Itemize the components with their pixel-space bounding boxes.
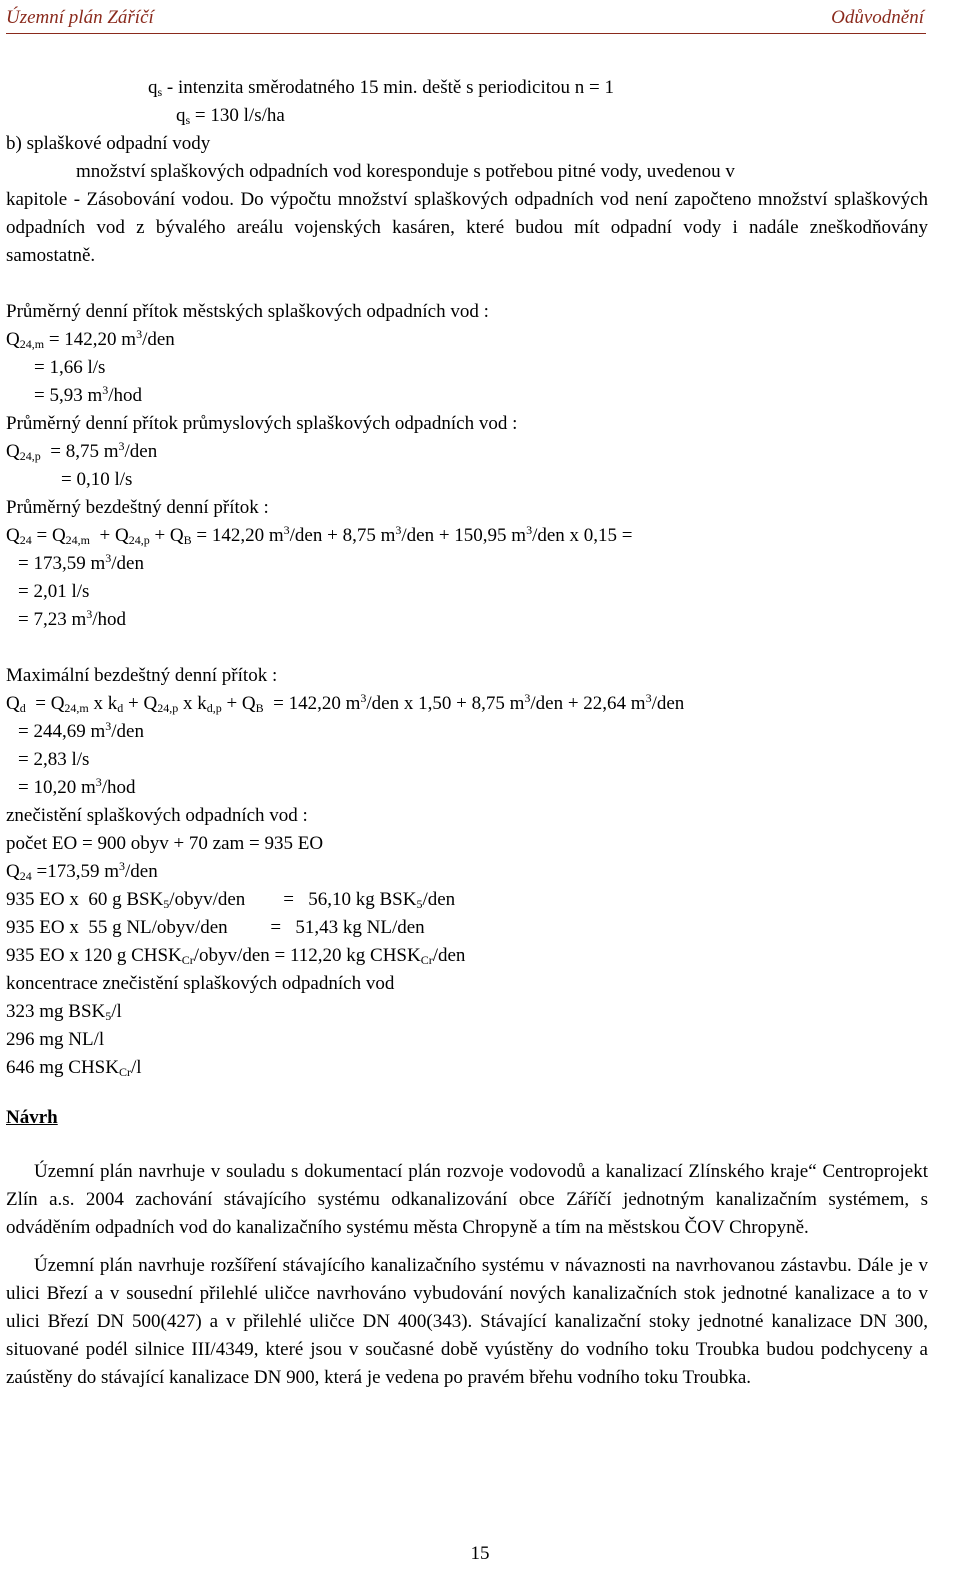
header-rule xyxy=(6,33,926,34)
eo-count: počet EO = 900 obyv + 70 zam = 935 EO xyxy=(6,833,324,854)
concentration-title: koncentrace znečistění splaškových odpadních vod xyxy=(6,973,395,994)
q24p-line-1: $Q_{24,p} = 8,75$ $m^3$/den xyxy=(6,439,158,463)
qd-result-3: = 10,20 $m^3$/hod xyxy=(18,775,136,798)
document-body xyxy=(6,74,928,1392)
bsk-line: 935 EO x 60 g $BSK_5/obyv$/den = 56,10 kg $BSK_5$/den xyxy=(6,889,456,911)
avg-industrial-inflow-title: Průměrný denní přítok průmyslových splaškových odpadních vod : xyxy=(6,413,518,434)
wastewater-paragraph: kapitole - Zásobování vodou. Do výpočtu množství splaškových odpadních vod není započteno množství splaškových odpadních vod z bývalého areálu vojenských kasáren, které budou mít odpadní vody i nadále zneškodňovány samostatně. xyxy=(6,189,928,266)
q24p-line-2: = 0,10 l/s xyxy=(61,469,133,490)
nl-line: 935 EO x 55 g NL/obyv/den = 51,43 kg NL/den xyxy=(6,917,425,938)
conc-bsk: 323 mg $BSK_5/l$ xyxy=(6,1001,122,1023)
q24-result-3: = 7,23 $m^3$/hod xyxy=(18,607,127,630)
chsk-line: 935 EO x 120 g $CHSK_{Cr}/obyv$/den = 112,20 kg $CHSK_{Cr}$/den xyxy=(6,945,466,967)
q24m-line-3: = 5,93 $m^3$/hod xyxy=(34,383,143,406)
qd-result-1: = 244,69 $m^3$/den xyxy=(18,719,144,742)
proposal-paragraph-2: Územní plán navrhuje rozšíření stávajícího kanalizačního systému v návaznosti na navrhovanou zástavbu. Dále je v ulici Březí a v sousední přilehlé uličce navrhováno vybudování nových kanalizačních stok jednotné kanalizace a to v ulici Březí DN 500(427) a v přilehlé uličce DN 400(343). Stávající kanalizační stoky jednotné kanalizace DN 300, situované podél silnice III/4349, které jsou v současné době vyústěny do vodního toku Troubka budou podchyceny a zaústěny do stávající kanalizace DN 900, která je vedena po pravém břehu vodního toku Troubka. xyxy=(6,1255,928,1388)
section-heading-navrh: Návrh xyxy=(6,1107,58,1128)
q24-result-1: = 173,59 $m^3$/den xyxy=(18,551,144,574)
pollution-title: znečistění splaškových odpadních vod : xyxy=(6,805,308,826)
qd-equation: $Q_d = Q_{24,m}$ x $k_d + Q_{24,p}$ x $k_{d,p} + Q_B = 142,20$ $m^3$/den x 1,50 + 8,75 $m^3$/den + 22,64 $m^3$/den xyxy=(6,691,685,715)
q24m-line-2: = 1,66 l/s xyxy=(34,357,106,378)
qd-result-2: = 2,83 l/s xyxy=(18,749,90,770)
page-number: 15 xyxy=(470,1543,490,1564)
header-left-title: Územní plán Záříčí xyxy=(6,7,154,28)
qs-value: $q_s = 130$ l/s/ha xyxy=(176,105,285,127)
q24-short: $Q_{24} =173,59$ $m^3$/den xyxy=(6,859,158,883)
conc-nl: 296 mg NL/l xyxy=(6,1029,105,1050)
conc-chsk: 646 mg $CHSK_{Cr}/l$ xyxy=(6,1057,142,1079)
max-dry-inflow-title: Maximální bezdeštný denní přítok : xyxy=(6,665,278,686)
avg-city-inflow-title: Průměrný denní přítok městských splaškových odpadních vod : xyxy=(6,301,489,322)
qs-definition: $q_s$ - intenzita směrodatného 15 min. deště s periodicitou n = 1 xyxy=(148,77,615,99)
q24-result-2: = 2,01 l/s xyxy=(18,581,90,602)
paragraph-line: množství splaškových odpadních vod koresponduje s potřebou pitné vody, uvedenou v xyxy=(76,161,735,182)
avg-dry-inflow-title: Průměrný bezdeštný denní přítok : xyxy=(6,497,269,518)
q24-equation: $Q_{24} = Q_{24,m} + Q_{24,p} + Q_B = 142,20$ $m^3$/den + 8,75 $m^3$/den + 150,95 $m^3$/den x 0,15 = xyxy=(6,523,633,547)
q24m-line-1: $Q_{24,m} = 142,20$ $m^3$/den xyxy=(6,327,175,351)
header-right-title: Odůvodnění xyxy=(831,7,924,28)
wastewater-subtitle: b) splaškové odpadní vody xyxy=(6,133,211,154)
proposal-paragraph-1: Územní plán navrhuje v souladu s dokumentací plán rozvoje vodovodů a kanalizací Zlínského kraje“ Centroprojekt Zlín a.s. 2004 zachování stávajícího systému odkanalizování obce Záříčí jednotným kanalizačním systémem, s odváděním odpadních vod do kanalizačního systému města Chropyně a tím na městskou ČOV Chropyně. xyxy=(6,1161,928,1238)
